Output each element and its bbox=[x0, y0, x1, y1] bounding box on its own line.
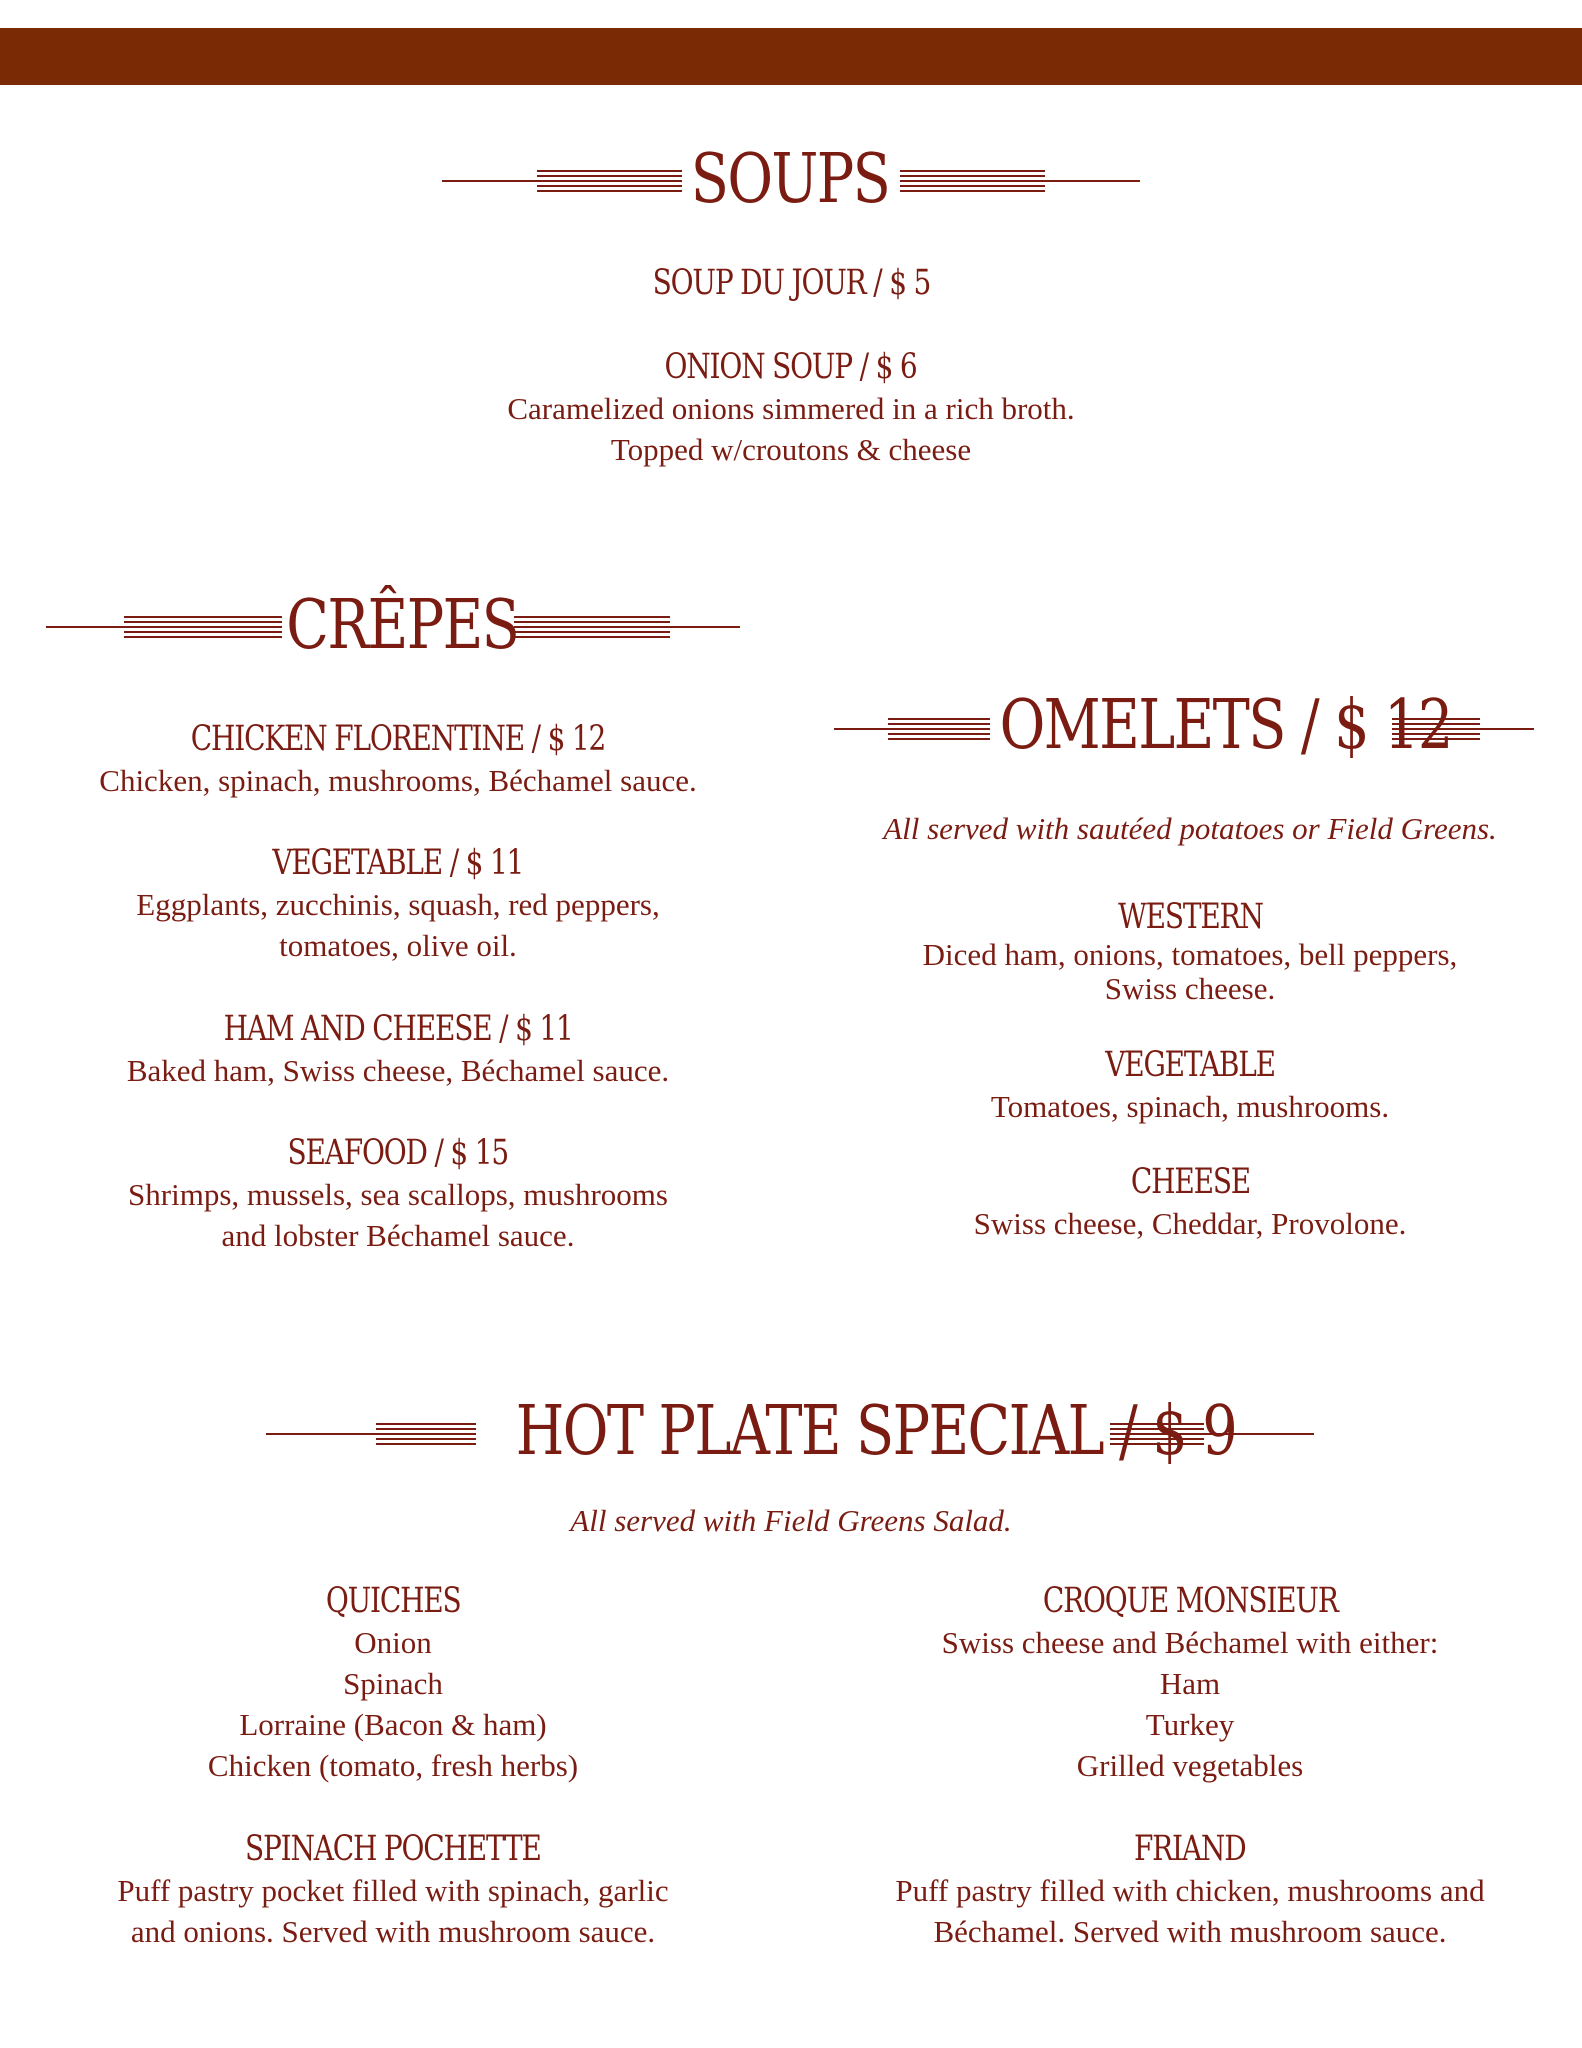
deco-lines-left bbox=[266, 1416, 476, 1450]
section-note-omelets bbox=[810, 808, 1570, 849]
item-name: FRIAND bbox=[1134, 1829, 1246, 1869]
item-description: Béchamel. Served with mushroom sauce. bbox=[933, 1914, 1447, 1949]
item-name: WESTERN bbox=[1117, 897, 1263, 937]
item-description: Baked ham, Swiss cheese, Béchamel sauce. bbox=[126, 1053, 670, 1088]
item-name: CHEESE bbox=[1130, 1162, 1250, 1202]
item-description: Lorraine (Bacon & ham) bbox=[239, 1707, 547, 1742]
item-description: Swiss cheese. bbox=[1104, 971, 1276, 1006]
section-note: All served with sautéed potatoes or Field Greens. bbox=[883, 811, 1497, 846]
item-description: Puff pastry pocket filled with spinach, garlic bbox=[117, 1873, 669, 1908]
item-description: Grilled vegetables bbox=[1076, 1748, 1304, 1783]
deco-lines-right bbox=[1110, 1416, 1314, 1450]
menu-item-crepe-vegetable bbox=[20, 842, 776, 966]
top-bar bbox=[0, 28, 1582, 85]
item-description: Onion bbox=[354, 1625, 432, 1660]
item-description: Swiss cheese and Béchamel with either: bbox=[941, 1625, 1439, 1660]
deco-lines-left bbox=[442, 163, 682, 197]
menu-item-seafood bbox=[20, 1132, 776, 1256]
item-description: Caramelized onions simmered in a rich broth. bbox=[507, 391, 1075, 426]
item-description: Swiss cheese, Cheddar, Provolone. bbox=[973, 1206, 1407, 1241]
item-description: Chicken (tomato, fresh herbs) bbox=[207, 1748, 579, 1783]
item-name: HAM AND CHEESE / $ 11 bbox=[223, 1009, 573, 1049]
menu-item-cheese bbox=[810, 1161, 1570, 1244]
deco-lines-right bbox=[1392, 711, 1534, 745]
section-note-hot-plate bbox=[391, 1500, 1191, 1541]
item-name: VEGETABLE / $ 11 bbox=[272, 843, 524, 883]
item-description: Chicken, spinach, mushrooms, Béchamel sauce. bbox=[99, 763, 697, 798]
item-name: CHICKEN FLORENTINE / $ 12 bbox=[190, 719, 606, 759]
menu-item-quiches bbox=[20, 1580, 766, 1786]
menu-item-onion-soup bbox=[391, 346, 1191, 470]
section-note: All served with Field Greens Salad. bbox=[570, 1503, 1012, 1538]
menu-item-soup-du-jour bbox=[491, 262, 1091, 304]
section-title-omelets: OMELETS / $ 12 bbox=[999, 686, 1452, 765]
section-title-crepes: CRÊPES bbox=[286, 586, 519, 665]
deco-lines-right bbox=[514, 609, 740, 643]
menu-item-chicken-florentine bbox=[20, 718, 776, 801]
menu-item-ham-and-cheese bbox=[20, 1008, 776, 1091]
item-description: and lobster Béchamel sauce. bbox=[221, 1218, 575, 1253]
menu-item-omelet-vegetable bbox=[810, 1044, 1570, 1127]
item-name: ONION SOUP / $ 6 bbox=[664, 347, 917, 387]
deco-lines-right bbox=[900, 163, 1140, 197]
menu-item-croque-monsieur bbox=[810, 1580, 1570, 1786]
item-description: Diced ham, onions, tomatoes, bell peppers, bbox=[922, 937, 1458, 972]
deco-lines-left bbox=[46, 609, 282, 643]
item-name: SEAFOOD / $ 15 bbox=[287, 1133, 509, 1173]
menu-item-spinach-pochette bbox=[20, 1828, 766, 1952]
item-name: SPINACH POCHETTE bbox=[245, 1829, 541, 1869]
menu-item-friand bbox=[810, 1828, 1570, 1952]
item-description: Eggplants, zucchinis, squash, red peppers, bbox=[136, 887, 660, 922]
item-description: Shrimps, mussels, sea scallops, mushrooms bbox=[128, 1177, 668, 1212]
item-description: Turkey bbox=[1145, 1707, 1235, 1742]
item-name: CROQUE MONSIEUR bbox=[1042, 1581, 1338, 1621]
item-name: VEGETABLE bbox=[1105, 1045, 1275, 1085]
item-description: Topped w/croutons & cheese bbox=[610, 432, 972, 467]
menu-item-western bbox=[810, 896, 1570, 1006]
section-title-hot-plate-special: HOT PLATE SPECIAL / $ 9 bbox=[515, 1392, 1237, 1471]
item-name: QUICHES bbox=[325, 1581, 461, 1621]
item-description: tomatoes, olive oil. bbox=[279, 928, 517, 963]
item-description: and onions. Served with mushroom sauce. bbox=[130, 1914, 656, 1949]
item-name: SOUP DU JOUR / $ 5 bbox=[652, 263, 930, 303]
deco-lines-left bbox=[834, 711, 990, 745]
item-description: Tomatoes, spinach, mushrooms. bbox=[990, 1089, 1390, 1124]
item-description: Puff pastry filled with chicken, mushrooms and bbox=[895, 1873, 1485, 1908]
item-description: Ham bbox=[1159, 1666, 1221, 1701]
section-title-soups: SOUPS bbox=[690, 140, 890, 219]
item-description: Spinach bbox=[343, 1666, 443, 1701]
